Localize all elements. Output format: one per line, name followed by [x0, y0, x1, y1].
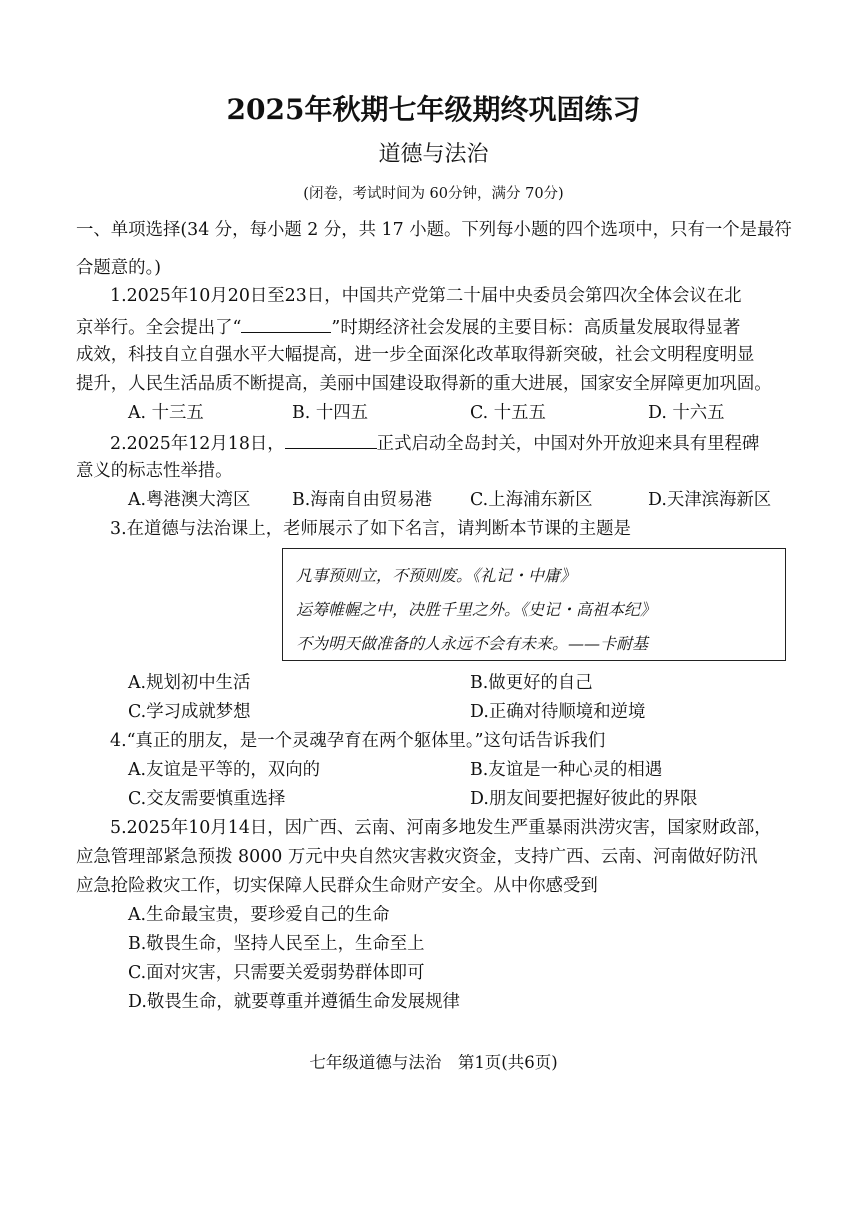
section-heading-line1: 一、单项选择(34 分，每小题 2 分，共 17 小题。下列每小题的四个选项中，只有一个是最符	[76, 220, 792, 240]
q1-line2	[76, 318, 740, 337]
quote-box	[282, 548, 786, 661]
q2-option-a: A.粤港澳大湾区	[128, 490, 251, 510]
q4-option-a: A.友谊是平等的，双向的	[128, 760, 320, 780]
q1-option-a: A. 十三五	[128, 403, 204, 423]
q4-option-b: B.友谊是一种心灵的相遇	[470, 760, 663, 780]
q1-answer-blank	[241, 318, 331, 333]
q5-option-b: B.敬畏生命，坚持人民至上，生命至上	[128, 934, 425, 954]
q1-line4: 提升，人民生活品质不断提高，美丽中国建设取得新的重大进展，国家安全屏障更加巩固。	[76, 374, 772, 394]
quote-line-1: 凡事预则立，不预则废。《礼记・中庸》	[296, 566, 577, 585]
q2-line1	[110, 434, 759, 453]
q1-line3: 成效，科技自立自强水平大幅提高，进一步全面深化改革取得新突破，社会文明程度明显	[76, 345, 755, 365]
q2-option-b: B.海南自由贸易港	[292, 490, 433, 510]
q5-line1: 5.2025年10月14日，因广西、云南、河南多地发生严重暴雨洪涝灾害，国家财政部，	[110, 818, 772, 838]
q1-line1: 1.2025年10月20日至23日，中国共产党第二十届中央委员会第四次全体会议在北	[110, 286, 742, 306]
q5-option-c: C.面对灾害，只需要关爱弱势群体即可	[128, 963, 425, 983]
q1-option-b: B. 十四五	[292, 403, 369, 423]
exam-title: 2025年秋期七年级期终巩固练习	[226, 93, 641, 126]
q3-option-b: B.做更好的自己	[470, 673, 593, 693]
section-heading-line2: 合题意的。)	[76, 258, 162, 278]
q3-option-a: A.规划初中生活	[128, 673, 251, 693]
q4-line1: 4.“真正的朋友，是一个灵魂孕育在两个躯体里。”这句话告诉我们	[110, 731, 606, 751]
q4-option-d: D.朋友间要把握好彼此的界限	[470, 789, 698, 809]
q5-line3: 应急抢险救灾工作，切实保障人民群众生命财产安全。从中你感受到	[76, 876, 598, 896]
q1-option-d: D. 十六五	[648, 403, 725, 423]
q2-line2: 意义的标志性举措。	[76, 461, 233, 481]
q2-line1-before: 2.2025年12月18日，	[110, 434, 285, 454]
q1-line2-after: ”时期经济社会发展的主要目标：高质量发展取得显著	[331, 318, 741, 338]
q3-option-d: D.正确对待顺境和逆境	[470, 702, 646, 722]
q4-option-c: C.交友需要慎重选择	[128, 789, 286, 809]
q2-option-d: D.天津滨海新区	[648, 490, 772, 510]
exam-note: (闭卷，考试时间为 60分钟，满分 70分)	[303, 186, 564, 202]
subject-subtitle: 道德与法治	[378, 142, 489, 167]
q3-option-c: C.学习成就梦想	[128, 702, 251, 722]
q2-answer-blank	[285, 434, 377, 449]
q2-line1-after: 正式启动全岛封关，中国对外开放迎来具有里程碑	[376, 434, 760, 454]
page-footer: 七年级道德与法治 第1页(共6页)	[309, 1053, 558, 1072]
q2-option-c: C.上海浦东新区	[470, 490, 593, 510]
quote-line-2: 运筹帷幄之中，决胜千里之外。《史记・高祖本纪》	[296, 600, 657, 619]
q1-option-c: C. 十五五	[470, 403, 546, 423]
quote-line-3: 不为明天做准备的人永远不会有未来。——卡耐基	[296, 634, 649, 653]
q3-line1: 3.在道德与法治课上，老师展示了如下名言，请判断本节课的主题是	[110, 519, 631, 539]
q5-option-d: D.敬畏生命，就要尊重并遵循生命发展规律	[128, 992, 460, 1012]
q5-option-a: A.生命最宝贵，要珍爱自己的生命	[128, 905, 390, 925]
q5-line2: 应急管理部紧急预拨 8000 万元中央自然灾害救灾资金，支持广西、云南、河南做好防汛	[76, 847, 758, 867]
q1-line2-before: 京举行。全会提出了“	[76, 318, 242, 338]
